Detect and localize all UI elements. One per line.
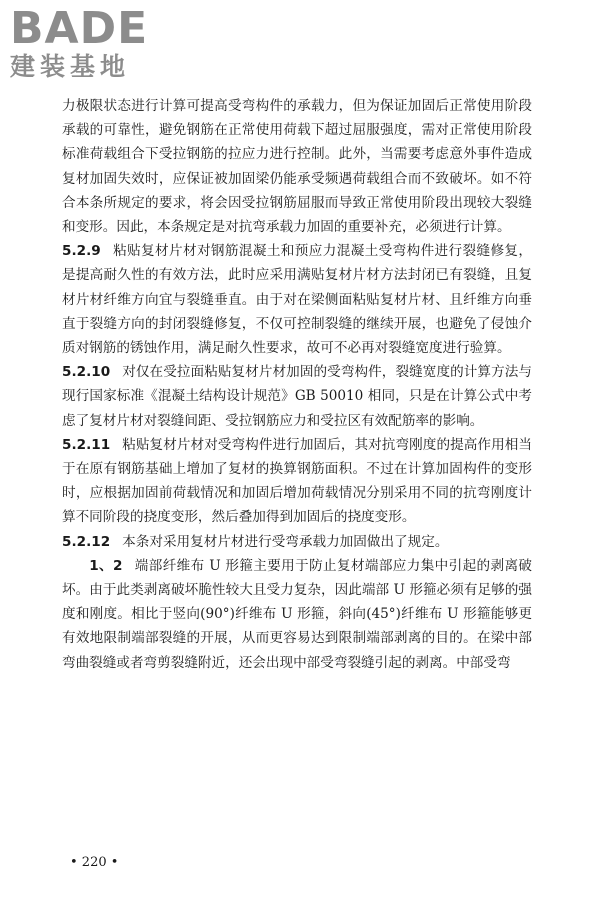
logo-word: BADE: [10, 3, 149, 54]
item-1-2: [62, 554, 532, 675]
clause-number: 5.2.10: [62, 364, 111, 381]
clause-text: 本条对采用复材片材进行受弯承载力加固做出了规定。: [122, 533, 449, 550]
clause-5-2-12: [62, 530, 532, 554]
item-text: 端部纤维布 U 形箍主要用于防止复材端部应力集中引起的剥离破坏。由于此类剥离破坏脆性较大且受力复杂，因此端部 U 形箍必须有足够的强度和刚度。相比于竖向(90°)纤维布 U 形箍，斜向(45°)纤维布 U 形箍能够更有效地限制端部裂缝的开展，从而更容易达到限制端部剥离的目的。在梁中部弯曲裂缝或者弯剪裂缝附近，还会出现中部受弯裂缝引起的剥离。中部受弯: [62, 557, 532, 671]
paragraph-continued: [62, 94, 532, 239]
clause-text: 粘贴复材片材对受弯构件进行加固后，其对抗弯刚度的提高作用相当于在原有钢筋基础上增加了复材的换算钢筋面积。不过在计算加固构件的变形时，应根据加固前荷载情况和加固后增加荷载情况分别采用不同的抗弯刚度计算不同阶段的挠度变形，然后叠加得到加固后的挠度变形。: [62, 436, 532, 526]
bade-logo: [10, 3, 180, 92]
item-number: 1、2: [89, 557, 123, 574]
clause-number: 5.2.12: [62, 533, 111, 550]
logo-subtitle: 建装基地: [10, 52, 131, 81]
clause-5-2-9: [62, 239, 532, 360]
page-number: • 220 •: [70, 855, 119, 870]
clause-number: 5.2.11: [62, 436, 111, 453]
clause-number: 5.2.9: [62, 243, 101, 260]
clause-5-2-10: [62, 360, 532, 433]
paragraph-text: 力极限状态进行计算可提高受弯构件的承载力，但为保证加固后正常使用阶段承载的可靠性，避免钢筋在正常使用荷载下超过屈服强度，需对正常使用阶段标准荷载组合下受拉钢筋的拉应力进行控制。此外，当需要考虑意外事件造成复材加固失效时，应保证被加固梁仍能承受频遇荷载组合而不致破坏。如不符合本条所规定的要求，将会因受拉钢筋屈服而导致正常使用阶段出现较大裂缝和变形。因此，本条规定是对抗弯承载力加固的重要补充，必须进行计算。: [62, 98, 532, 236]
clause-text: 对仅在受拉面粘贴复材片材加固的受弯构件，裂缝宽度的计算方法与现行国家标准《混凝土结构设计规范》GB 50010 相同，只是在计算公式中考虑了复材片材对裂缝间距、受拉钢筋应力和受拉区有效配筋率的影响。: [62, 364, 532, 429]
clause-5-2-11: [62, 433, 532, 530]
clause-text: 粘贴复材片材对钢筋混凝土和预应力混凝土受弯构件进行裂缝修复，是提高耐久性的有效方法，此时应采用满贴复材片材方法封闭已有裂缝，且复材片材纤维方向宜与裂缝垂直。由于对在梁侧面粘贴复材片材、且纤维方向垂直于裂缝方向的封闭裂缝修复，不仅可控制裂缝的继续开展，也避免了侵蚀介质对钢筋的锈蚀作用，满足耐久性要求，故可不必再对裂缝宽度进行验算。: [62, 243, 532, 357]
page-content: [62, 94, 532, 675]
